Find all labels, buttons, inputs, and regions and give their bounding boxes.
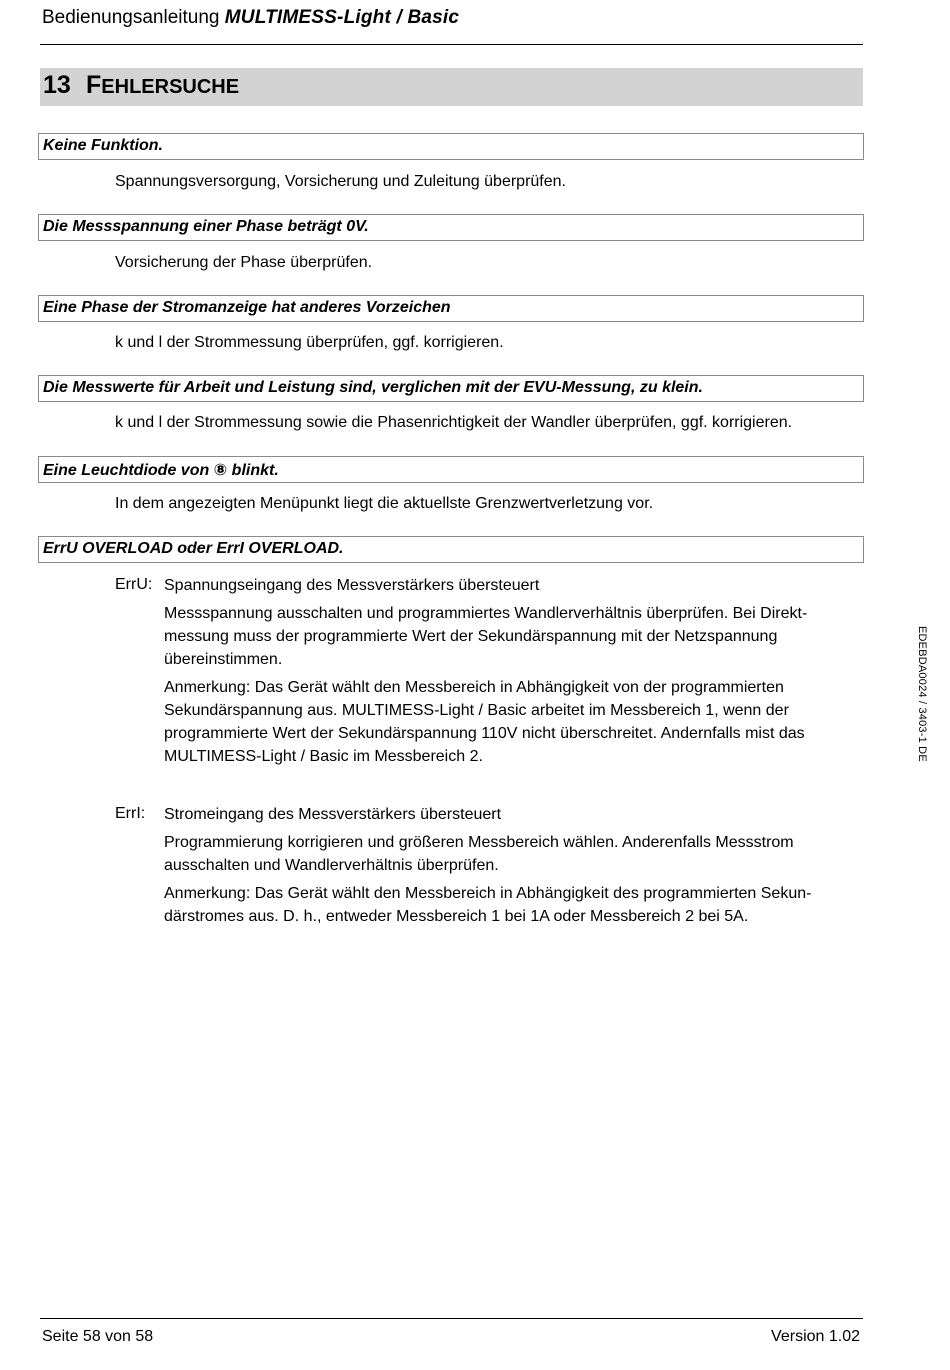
fault-remedy: k und l der Strommessung sowie die Phasenrichtigkeit der Wandler überprüfen, ggf. korrigieren. bbox=[115, 414, 793, 431]
version-label: Version 1.02 bbox=[771, 1328, 860, 1345]
fault-box bbox=[38, 536, 864, 563]
fault-title: Keine Funktion. bbox=[43, 137, 163, 154]
error-heading: Spannungseingang des Messverstärkers übersteuert bbox=[164, 577, 540, 594]
error-heading: Stromeingang des Messverstärkers übersteuert bbox=[164, 806, 502, 823]
footer-divider bbox=[40, 1318, 863, 1319]
page-header bbox=[42, 6, 862, 30]
chapter-title-rest: EHLERSUCHE bbox=[101, 76, 240, 98]
error-note: Anmerkung: Das Gerät wählt den Messbereich in Abhängigkeit von der programmierten Sekundärspannung aus. MULTIMESS-Light / Basic arbeitet im Messbereich 1, wenn der programmierte Wert der Sekundärspannung 110V nicht überschreitet. Andernfalls mist das MULTIMESS-Light / Basic im Messbereich 2. bbox=[164, 679, 805, 765]
chapter-title bbox=[86, 71, 239, 100]
error-remedy: Messspannung ausschalten und programmiertes Wandlerverhältnis überprüfen. Bei Direkt-messung muss der programmierte Wert der Sekundärspannung mit der Netzspannung übereinstimmen. bbox=[164, 605, 808, 668]
header-product: MULTIMESS-Light / Basic bbox=[224, 7, 460, 28]
fault-box bbox=[38, 295, 864, 322]
fault-title: Die Messspannung einer Phase beträgt 0V. bbox=[43, 218, 369, 235]
fault-title: ErrU OVERLOAD oder ErrI OVERLOAD. bbox=[43, 540, 344, 557]
error-code-label: ErrI: bbox=[115, 805, 146, 822]
error-description bbox=[164, 803, 854, 933]
fault-remedy: In dem angezeigten Menüpunkt liegt die aktuellste Grenzwertverletzung vor. bbox=[115, 495, 654, 512]
fault-remedy: Spannungsversorgung, Vorsicherung und Zuleitung überprüfen. bbox=[115, 173, 566, 190]
error-code-label: ErrU: bbox=[115, 576, 153, 593]
fault-title: Eine Leuchtdiode von ⑧ blinkt. bbox=[43, 462, 279, 479]
error-remedy: Programmierung korrigieren und größeren Messbereich wählen. Anderenfalls Messstrom ausschalten und Wandlerverhältnis überprüfen. bbox=[164, 834, 794, 874]
fault-box bbox=[38, 375, 864, 402]
header-divider bbox=[40, 44, 863, 45]
fault-box bbox=[38, 133, 864, 160]
fault-title: Eine Phase der Stromanzeige hat anderes Vorzeichen bbox=[43, 299, 451, 316]
fault-box bbox=[38, 456, 864, 483]
fault-remedy: k und l der Strommessung überprüfen, ggf. korrigieren. bbox=[115, 334, 504, 351]
chapter-number: 13 bbox=[43, 71, 71, 99]
error-description bbox=[164, 574, 854, 773]
fault-remedy: Vorsicherung der Phase überprüfen. bbox=[115, 254, 373, 271]
page-number: Seite 58 von 58 bbox=[42, 1328, 154, 1345]
header-prefix: Bedienungsanleitung bbox=[42, 7, 220, 28]
fault-title: Die Messwerte für Arbeit und Leistung sind, verglichen mit der EVU-Messung, zu klein. bbox=[43, 379, 703, 396]
fault-box bbox=[38, 214, 864, 241]
chapter-title-initial: F bbox=[86, 71, 102, 99]
error-note: Anmerkung: Das Gerät wählt den Messbereich in Abhängigkeit des programmierten Sekun-därstromes aus. D. h., entweder Messbereich 1 bei 1A oder Messbereich 2 bei 5A. bbox=[164, 885, 812, 925]
document-code: EDEBDA0024 / 3403-1 DE bbox=[916, 626, 928, 762]
chapter-heading bbox=[40, 68, 863, 106]
